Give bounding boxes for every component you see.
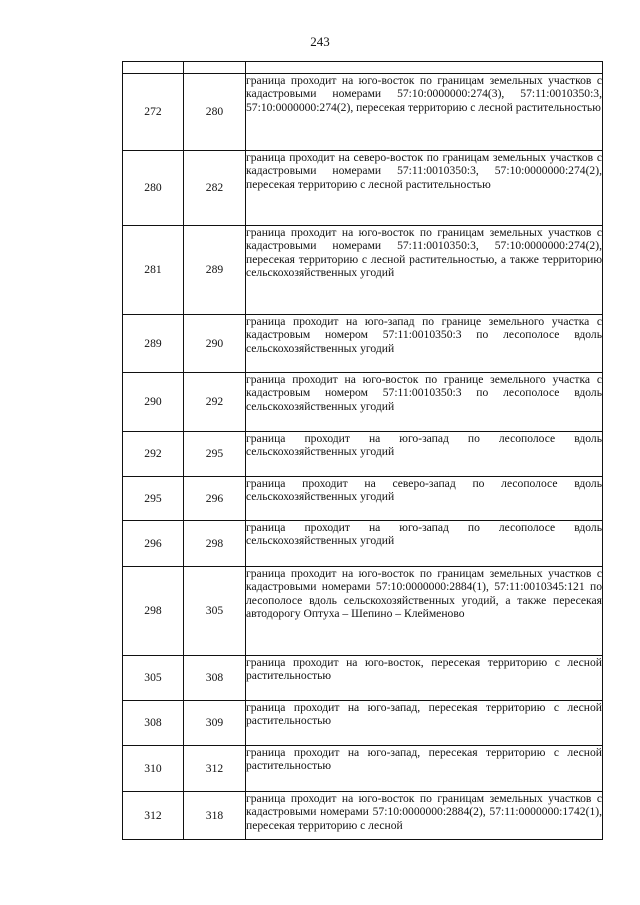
table-row [123,151,603,226]
table-row [123,432,603,477]
from-point-cell: 281 [123,226,184,315]
table-row [123,315,603,373]
to-point-cell: 290 [184,315,246,373]
boundary-description-cell: граница проходит на юго-восток по границам земельных участков с кадастровыми номерами 57:11:0010350:3, 57:10:0000000:274(2), пересекая территорию с лесной растительностью, а также территорию сельскохозяйственных угодий [246,226,603,315]
from-point-cell: 308 [123,701,184,746]
from-point-cell: 290 [123,373,184,432]
boundary-description-cell: граница проходит на юго-запад по границе земельного участка с кадастровым номером 57:11:0010350:3 по лесополосе вдоль сельскохозяйственных угодий [246,315,603,373]
table-row [123,521,603,567]
from-point-cell: 298 [123,567,184,656]
from-point-cell: 296 [123,521,184,567]
boundary-description-cell: граница проходит на юго-запад по лесополосе вдоль сельскохозяйственных угодий [246,432,603,477]
table-row [123,792,603,840]
table-row [123,477,603,521]
to-point-cell: 289 [184,226,246,315]
to-point-cell: 318 [184,792,246,840]
page-number: 243 [310,34,330,49]
table-row [123,656,603,701]
to-point-cell: 298 [184,521,246,567]
boundary-description-cell: граница проходит на юго-запад, пересекая территорию с лесной растительностью [246,746,603,792]
to-point-cell: 282 [184,151,246,226]
to-point-cell: 296 [184,477,246,521]
from-point-cell: 310 [123,746,184,792]
boundary-description-cell [246,62,603,74]
boundary-description-cell: граница проходит на юго-восток, пересекая территорию с лесной растительностью [246,656,603,701]
table-row [123,746,603,792]
to-point-cell: 292 [184,373,246,432]
from-point-cell: 272 [123,74,184,151]
from-point-cell: 295 [123,477,184,521]
from-point-cell: 305 [123,656,184,701]
to-point-cell: 308 [184,656,246,701]
table-row [123,701,603,746]
table-row [123,62,603,74]
to-point-cell [184,62,246,74]
from-point-cell: 280 [123,151,184,226]
boundary-description-cell: граница проходит на юго-восток по границам земельных участков с кадастровыми номерами 57:10:0000000:2884(1), 57:11:0010345:121 по лесополосе вдоль сельскохозяйственных угодий, а также пересекая автодорогу Оптуха – Шепино – Клейменово [246,567,603,656]
boundary-description-cell: граница проходит на юго-запад по лесополосе вдоль сельскохозяйственных угодий [246,521,603,567]
boundary-description-cell: граница проходит на юго-восток по границам земельных участков с кадастровыми номерами 57:10:0000000:274(3), 57:11:0010350:3, 57:10:0000000:274(2), пересекая территорию с лесной растительностью [246,74,603,151]
to-point-cell: 309 [184,701,246,746]
boundary-description-cell: граница проходит на юго-восток по границе земельного участка с кадастровым номером 57:11:0010350:3 по лесополосе вдоль сельскохозяйственных угодий [246,373,603,432]
to-point-cell: 312 [184,746,246,792]
to-point-cell: 280 [184,74,246,151]
table-row [123,226,603,315]
boundary-table [122,61,603,840]
from-point-cell: 292 [123,432,184,477]
from-point-cell: 312 [123,792,184,840]
from-point-cell [123,62,184,74]
table-row [123,74,603,151]
table-row [123,567,603,656]
to-point-cell: 295 [184,432,246,477]
boundary-description-cell: граница проходит на юго-запад, пересекая территорию с лесной растительностью [246,701,603,746]
table-row [123,373,603,432]
boundary-description-cell: граница проходит на северо-восток по границам земельных участков с кадастровыми номерами 57:11:0010350:3, 57:10:0000000:274(2), пересекая территорию с лесной растительностью [246,151,603,226]
boundary-description-cell: граница проходит на юго-восток по границам земельных участков с кадастровыми номерами 57:10:0000000:2884(2), 57:11:0000000:1742(1), пересекая территорию с лесной [246,792,603,840]
to-point-cell: 305 [184,567,246,656]
from-point-cell: 289 [123,315,184,373]
boundary-description-cell: граница проходит на северо-запад по лесополосе вдоль сельскохозяйственных угодий [246,477,603,521]
